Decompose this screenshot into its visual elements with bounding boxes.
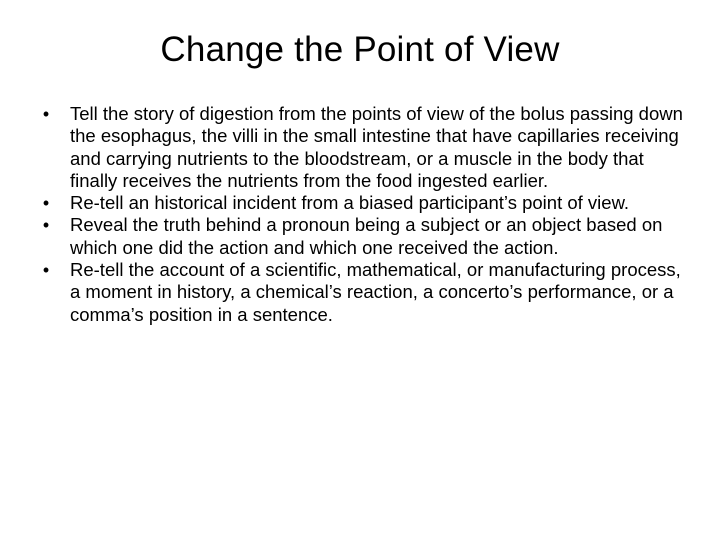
bullet-text: Re-tell an historical incident from a biased participant’s point of view. [70,192,630,214]
bullet-icon: • [42,193,50,214]
bullet-item [36,103,686,192]
bullet-item [36,259,686,326]
bullet-text: Re-tell the account of a scientific, mathematical, or manufacturing process, a moment in history, a chemical’s reaction, a concerto’s performance, or a comma’s position in a sentence. [70,259,681,325]
bullet-item [36,214,686,259]
slide-title: Change the Point of View [160,30,560,69]
bullet-item [36,192,686,214]
bullet-text: Reveal the truth behind a pronoun being a subject or an object based on which one did the action and which one received the action. [70,214,663,258]
bullet-icon: • [42,104,50,124]
bullet-icon: • [42,215,50,236]
bullet-list [36,103,686,326]
bullet-text: Tell the story of digestion from the points of view of the bolus passing down the esophagus, the villi in the small intestine that have capillaries receiving and carrying nutrients to the bloodstream, or a muscle in the body that finally receives the nutrients from the food ingested earlier. [70,103,683,191]
bullet-icon: • [42,260,50,281]
